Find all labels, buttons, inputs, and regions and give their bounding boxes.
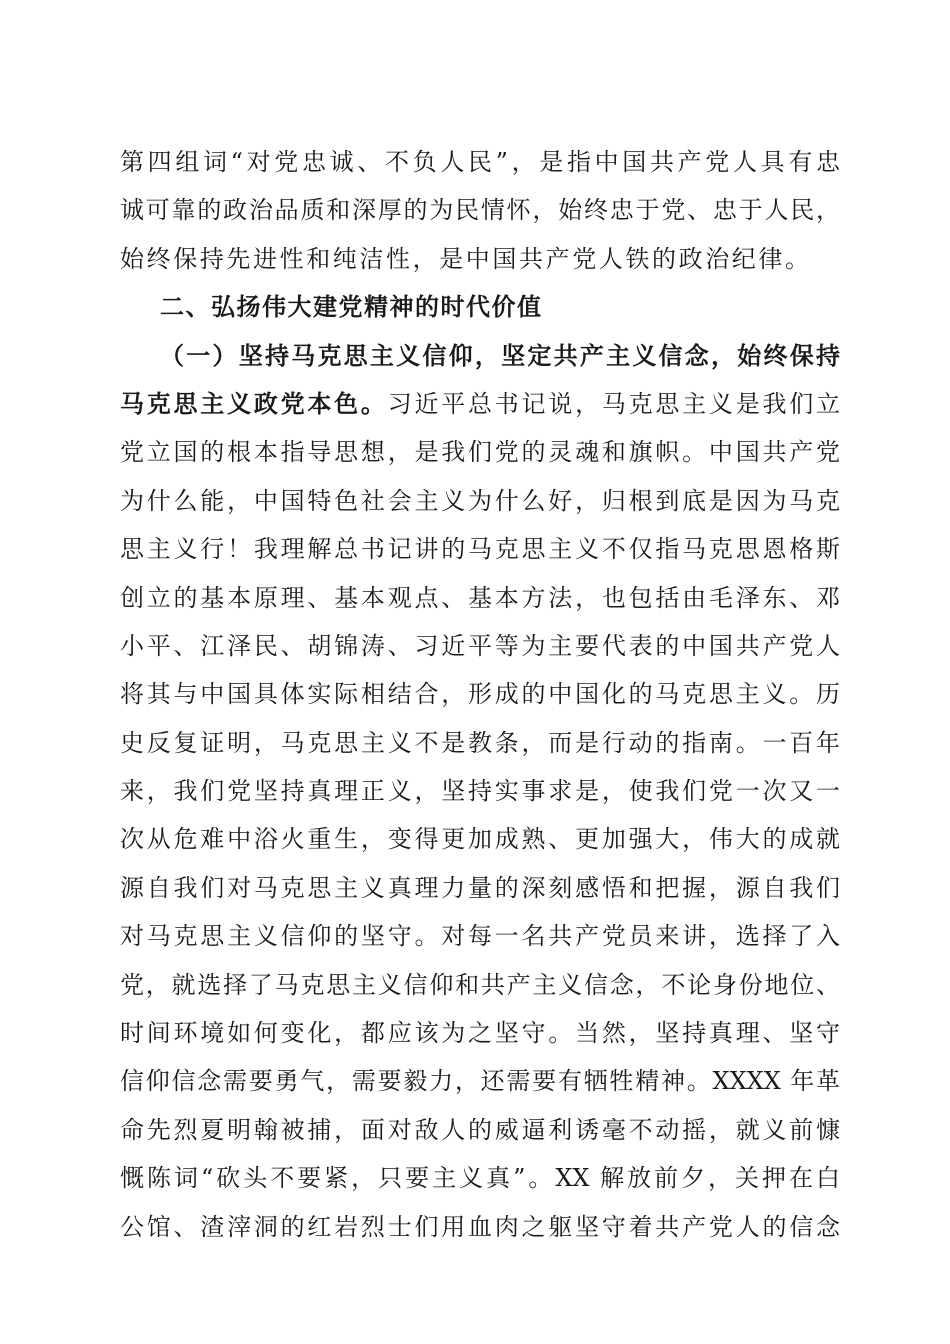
paragraph-line: 慨陈词“砍头不要紧，只要主义真”。XX 解放前夕，关押在白 — [120, 1164, 840, 1193]
paragraph-line: 创立的基本原理、基本观点、基本方法，也包括由毛泽东、邓 — [120, 583, 840, 612]
paragraph-text: 习近平总书记说，马克思主义是我们立 — [387, 389, 841, 418]
paragraph-line: 命先烈夏明翰被捕，面对敌人的威逼利诱毫不动摇，就义前慷 — [120, 1115, 840, 1144]
paragraph-line: 小平、江泽民、胡锦涛、习近平等为主要代表的中国共产党人 — [120, 631, 840, 660]
paragraph-line: 公馆、渣滓洞的红岩烈士们用血肉之躯坚守着共产党人的信念 — [120, 1212, 840, 1241]
paragraph-line: 为什么能，中国特色社会主义为什么好，归根到底是因为马克 — [120, 486, 840, 515]
section-heading: 二、弘扬伟大建党精神的时代价值 — [160, 293, 543, 322]
paragraph-line: 次从危难中浴火重生，变得更加成熟、更加强大，伟大的成就 — [120, 825, 840, 854]
subheading-bold-text: 马克思主义政党本色。 — [120, 388, 388, 418]
paragraph-line: 史反复证明，马克思主义不是教条，而是行动的指南。一百年 — [120, 728, 840, 757]
paragraph-line: 时间环境如何变化，都应该为之坚守。当然，坚持真理、坚守 — [120, 1019, 840, 1048]
paragraph-line: 第四组词“对党忠诚、不负人民”，是指中国共产党人具有忠 — [120, 148, 840, 176]
subheading-line-mixed — [120, 380, 840, 428]
paragraph-line: 诚可靠的政治品质和深厚的为民情怀，始终忠于党、忠于人民， — [120, 196, 840, 225]
document-body — [120, 138, 840, 1251]
paragraph-line: 将其与中国具体实际相结合，形成的中国化的马克思主义。历 — [120, 680, 840, 709]
paragraph-line: 信仰信念需要勇气，需要毅力，还需要有牺牲精神。XXXX 年革 — [120, 1067, 840, 1096]
paragraph-line: 党，就选择了马克思主义信仰和共产主义信念，不论身份地位、 — [120, 970, 840, 999]
paragraph-line: 来，我们党坚持真理正义，坚持实事求是，使我们党一次又一 — [120, 777, 840, 806]
paragraph-line: 对马克思主义信仰的坚守。对每一名共产党员来讲，选择了入 — [120, 922, 840, 951]
subheading-line: （一）坚持马克思主义信仰，坚定共产主义信念，始终保持 — [160, 340, 840, 370]
paragraph-line: 党立国的根本指导思想，是我们党的灵魂和旗帜。中国共产党 — [120, 438, 840, 467]
paragraph-line: 始终保持先进性和纯洁性，是中国共产党人铁的政治纪律。 — [120, 244, 812, 273]
paragraph-line: 源自我们对马克思主义真理力量的深刻感悟和把握，源自我们 — [120, 873, 840, 902]
paragraph-line: 思主义行！我理解总书记讲的马克思主义不仅指马克思恩格斯 — [120, 535, 840, 564]
